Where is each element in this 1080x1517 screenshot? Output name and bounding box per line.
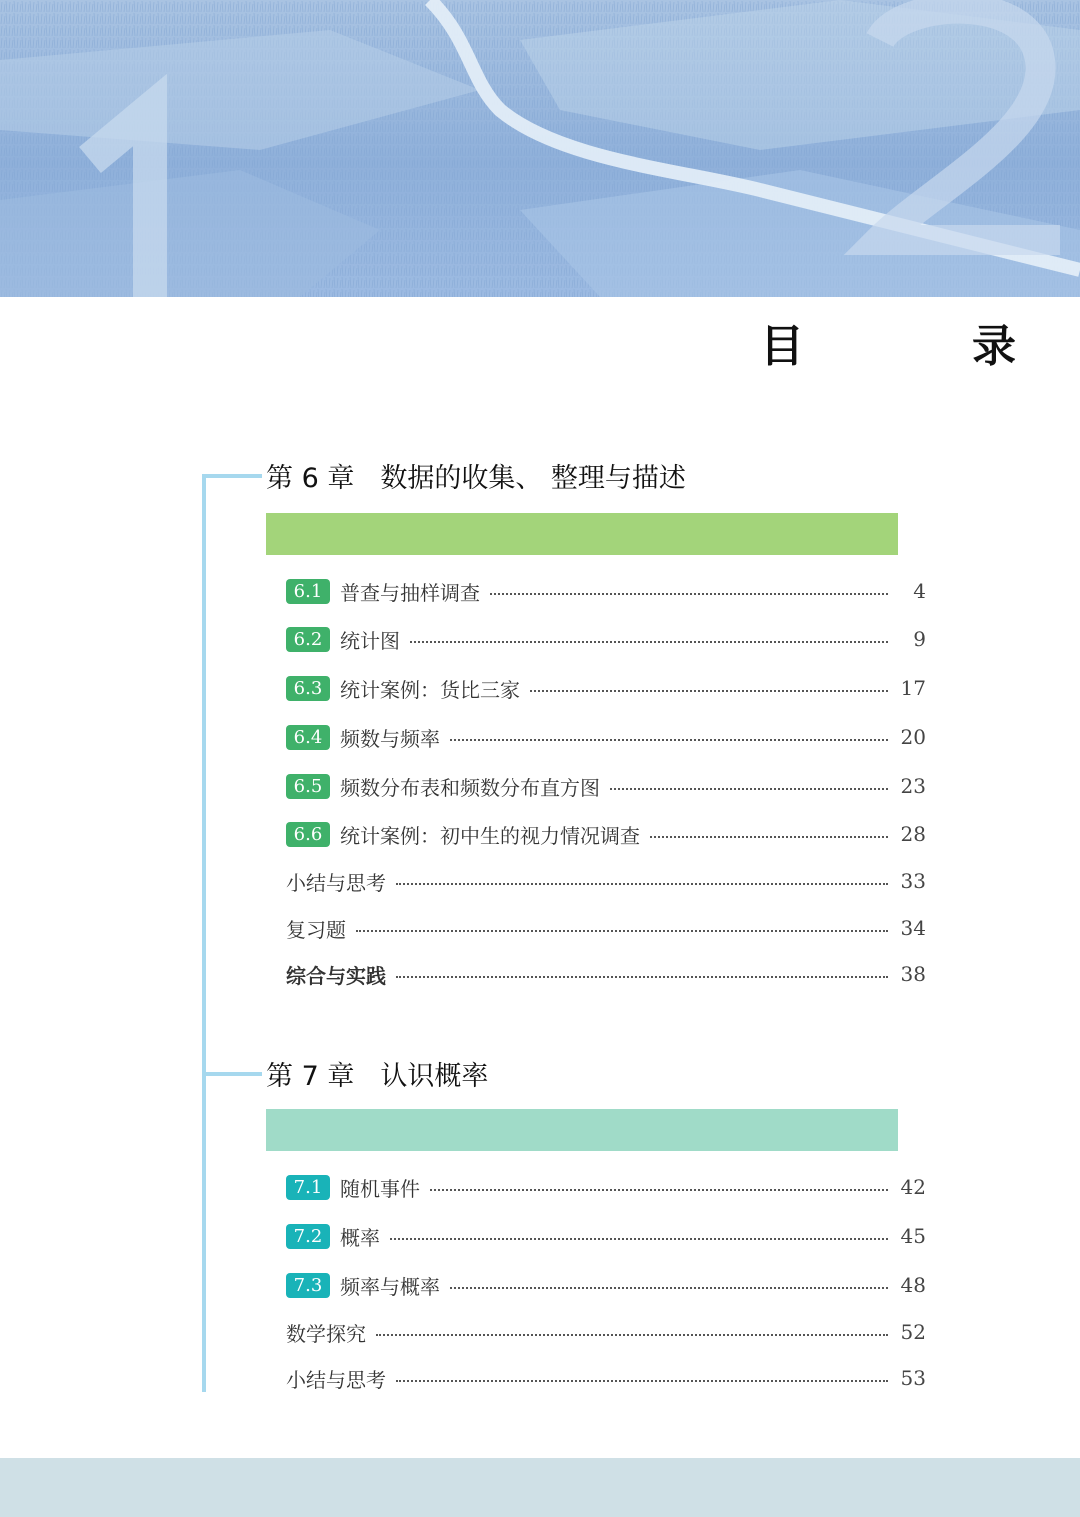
page-number: 34	[900, 916, 926, 940]
toc-item-summary-6[interactable]	[286, 866, 926, 896]
section-badge: 6.6	[286, 822, 330, 847]
toc-item-6-1[interactable]	[286, 576, 926, 606]
dot-leader	[430, 1189, 888, 1191]
page-number: 53	[900, 1366, 926, 1390]
dot-leader	[650, 836, 888, 838]
section-badge: 6.1	[286, 579, 330, 604]
page-number: 20	[900, 725, 926, 749]
chapter-7-number: 第 7 章	[266, 1061, 355, 1092]
toc-label: 概率	[340, 1225, 380, 1250]
dot-leader	[376, 1334, 888, 1336]
dot-leader	[410, 641, 888, 643]
toc-label: 频率与概率	[340, 1274, 440, 1299]
dot-leader	[396, 1380, 888, 1382]
page-number: 17	[900, 676, 926, 700]
page-title: 目 录	[760, 321, 1078, 372]
chapter-6-color-bar	[266, 513, 898, 555]
section-badge: 6.2	[286, 627, 330, 652]
dot-leader	[356, 930, 888, 932]
section-badge: 6.5	[286, 774, 330, 799]
toc-label: 综合与实践	[286, 963, 386, 988]
page-number: 28	[900, 822, 926, 846]
dot-leader	[610, 788, 888, 790]
dot-leader	[490, 593, 888, 595]
page-number: 42	[900, 1175, 926, 1199]
toc-item-6-2[interactable]	[286, 624, 926, 654]
dot-leader	[530, 690, 888, 692]
page-number: 45	[900, 1224, 926, 1248]
chapter-6-title: 数据的收集、 整理与描述	[380, 463, 686, 494]
toc-label: 统计图	[340, 628, 400, 653]
page-number: 9	[913, 627, 926, 651]
toc-item-6-4[interactable]	[286, 722, 926, 752]
page-number: 48	[900, 1273, 926, 1297]
page-number: 4	[913, 579, 926, 603]
banner-artwork	[0, 0, 1080, 297]
page-number: 33	[900, 869, 926, 893]
toc-item-summary-7[interactable]	[286, 1363, 926, 1393]
toc-label: 频数与频率	[340, 726, 440, 751]
toc-item-6-3[interactable]	[286, 673, 926, 703]
toc-label: 统计案例：初中生的视力情况调查	[340, 823, 640, 848]
section-badge: 6.3	[286, 676, 330, 701]
dot-leader	[390, 1238, 888, 1240]
footer-band	[0, 1458, 1080, 1517]
toc-label: 小结与思考	[286, 870, 386, 895]
header-banner	[0, 0, 1080, 297]
section-badge: 6.4	[286, 725, 330, 750]
section-badge: 7.2	[286, 1224, 330, 1249]
chapter-7-title: 认识概率	[380, 1061, 489, 1092]
dot-leader	[450, 1287, 888, 1289]
toc-label: 小结与思考	[286, 1367, 386, 1392]
chapter-6-number: 第 6 章	[266, 463, 355, 494]
dot-leader	[450, 739, 888, 741]
toc-item-practice-6[interactable]	[286, 959, 926, 989]
toc-item-review-6[interactable]	[286, 913, 926, 943]
section-badge: 7.1	[286, 1175, 330, 1200]
toc-item-7-2[interactable]	[286, 1221, 926, 1251]
dot-leader	[396, 976, 888, 978]
toc-item-6-6[interactable]	[286, 819, 926, 849]
toc-spine	[202, 474, 206, 1392]
toc-item-7-3[interactable]	[286, 1270, 926, 1300]
section-badge: 7.3	[286, 1273, 330, 1298]
chapter-7-heading[interactable]	[266, 1054, 488, 1093]
page-number: 52	[900, 1320, 926, 1344]
toc-item-6-5[interactable]	[286, 771, 926, 801]
toc-item-7-1[interactable]	[286, 1172, 926, 1202]
toc-label: 频数分布表和频数分布直方图	[340, 775, 600, 800]
chapter-7-color-bar	[266, 1109, 898, 1151]
chapter-6-heading[interactable]	[266, 456, 686, 495]
toc-item-exploration-7[interactable]	[286, 1317, 926, 1347]
dot-leader	[396, 883, 888, 885]
toc-label: 数学探究	[286, 1321, 366, 1346]
chapter-7-branch	[202, 1072, 262, 1076]
chapter-6-branch	[202, 474, 262, 478]
toc-label: 随机事件	[340, 1176, 420, 1201]
toc-label: 复习题	[286, 917, 346, 942]
toc-label: 普查与抽样调查	[340, 580, 480, 605]
toc-label: 统计案例：货比三家	[340, 677, 520, 702]
page-number: 23	[900, 774, 926, 798]
page-number: 38	[900, 962, 926, 986]
